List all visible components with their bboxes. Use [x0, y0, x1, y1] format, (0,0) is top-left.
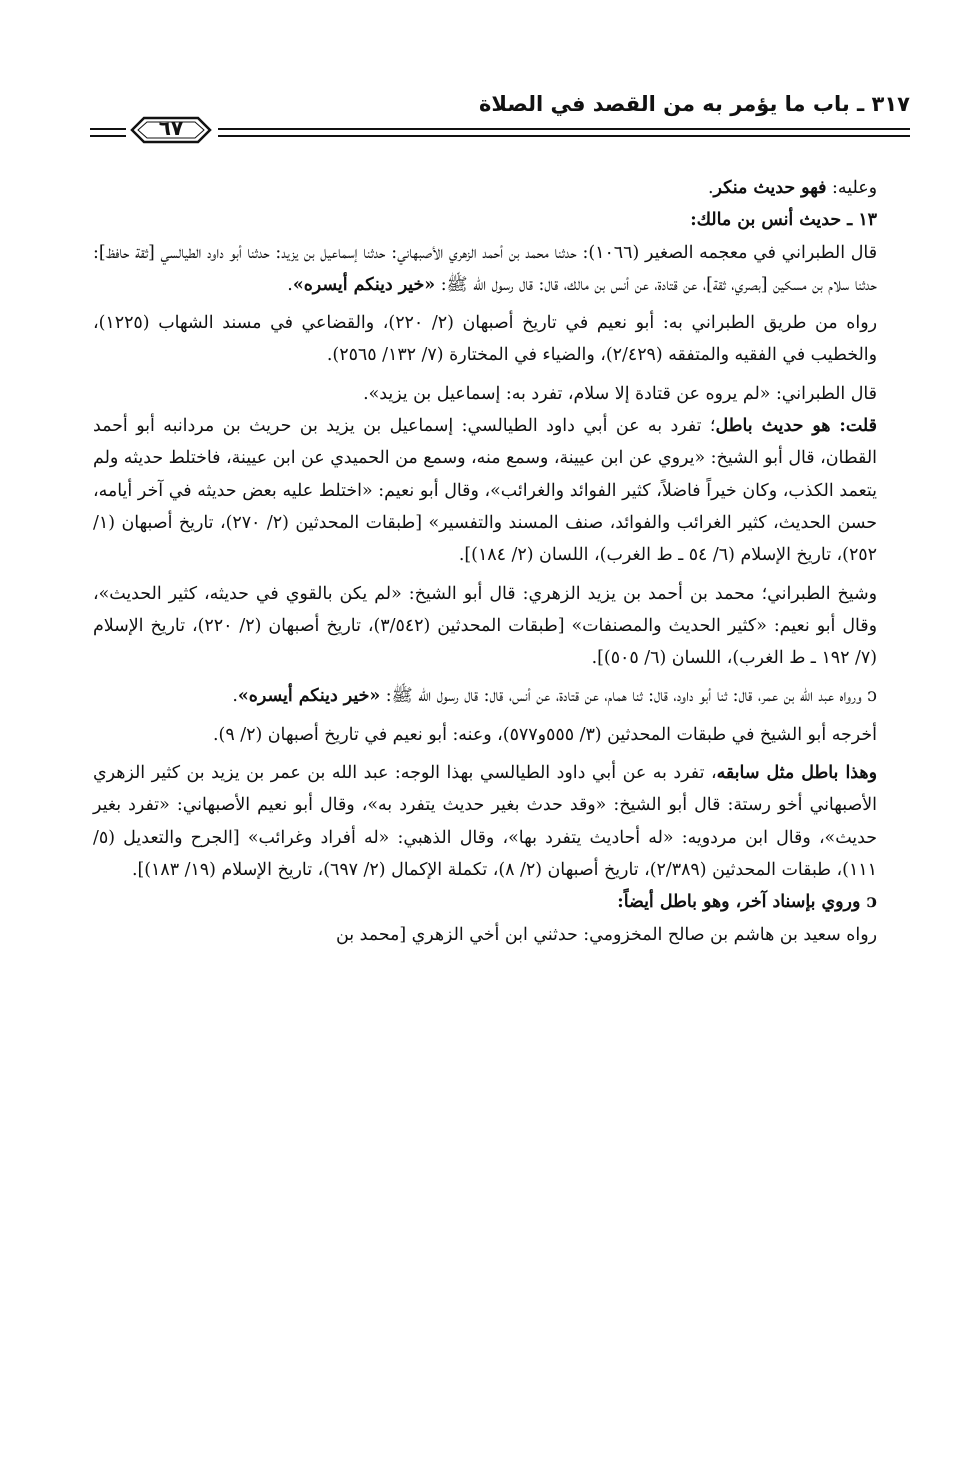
text: ᴐ ورواه عبد الله بن عمر، قال: ثنا أبو داود، قال: ثنا همام، عن قتادة، عن أنس، قال: قال رسول الله ﷺ: — [380, 686, 877, 707]
page-number-badge — [128, 110, 214, 150]
bold-text: قلت: هو حديث باطل — [715, 416, 877, 437]
bold-text: ١٣ ـ حديث أنس بن مالك: — [690, 210, 877, 231]
bold-text: «خير دينكم أيسره» — [237, 686, 381, 707]
text: ، تفرد به عن أبي داود الطيالسي بهذا الوجه: عبد الله بن عمر بن يزيد بن كثير الزهري الأصبهاني أخو رستة: قال أبو الشيخ: «وقد حدث بغير حديث يتفرد به»، وقال أبو نعيم الأصبهاني: «تفرد بغير حديث»، وقال ابن مردويه: «له أحاديث يتفرد بها»، وقال الذهبي: «له أفراد وغرائب» [الجرح والتعديل (٥/ ١١١)، طبقات المحدثين (٢/٣٨٩)، تاريخ أصبهان (٢/ ٨)، تكملة الإكمال (٢/ ٦٩٧)، تاريخ الإسلام (١٩/ ١٨٣)]. — [93, 763, 877, 880]
paragraph — [93, 237, 911, 302]
header-rule — [90, 135, 126, 137]
bold-text: وهذا باطل مثل سابقه — [716, 763, 877, 784]
text: وعليه: — [826, 178, 877, 198]
text: . — [287, 274, 293, 295]
section-heading — [93, 886, 911, 918]
bold-text: فهو حديث منكر — [713, 178, 827, 198]
paragraph — [93, 719, 911, 751]
header-rule — [90, 128, 126, 130]
header-rule — [218, 128, 910, 130]
header-rule — [218, 135, 910, 137]
chapter-title: ٣١٧ ـ باب ما يؤمر به من القصد في الصلاة — [479, 92, 910, 116]
paragraph — [93, 410, 911, 571]
page-number: ٦٧ — [158, 116, 184, 140]
text: . — [232, 686, 238, 707]
page-body — [93, 172, 911, 951]
text: قال الطبراني في معجمه الصغير (١٠٦٦): حدثنا محمد بن أحمد الزهري الأصبهاني: حدثنا إسماعيل بن يزيد: حدثنا أبو داود الطيالسي [ثقة حافظ]: حدثنا سلام بن مسكين [بصري، ثقة]، عن قتادة، عن أنس بن مالك، قال: قال رسول الله ﷺ: — [93, 242, 878, 295]
text: رواه سعيد بن هاشم بن صالح المخزومي: حدثني ابن أخي الزهري [محمد بن — [336, 924, 877, 945]
paragraph — [93, 307, 911, 372]
paragraph — [93, 378, 911, 410]
paragraph — [93, 680, 911, 712]
text: ؛ تفرد به عن أبي داود الطيالسي: إسماعيل بن يزيد بن حريث بن مردانبه أبو أحمد القطان، قال أبو الشيخ: «يروي عن ابن عيينة، وسمع منه، وسمع من الحميدي عن ابن عيينة، فاختلط حديثه ولم يتعمد الكذب، وكان خيراً فاضلاً، كثير الفوائد والغرائب»، وقال أبو نعيم: «اختلط عليه بعض حديثه في آخر أيامه، حسن الحديث، كثير الغرائب والفوائد، صنف المسند والتفسير» [طبقات المحدثين (٢/ ٢٧٠)، تاريخ أصبهان (١/ ٢٥٢)، تاريخ الإسلام (٦/ ٥٤ ـ ط الغرب)، اللسان (٢/ ١٨٤)]. — [93, 416, 877, 566]
paragraph — [93, 172, 911, 204]
page-header — [90, 92, 910, 152]
paragraph — [93, 919, 911, 951]
bold-text: ᴐ وروي بإسناد آخر، وهو باطل أيضاً: — [617, 892, 877, 913]
text: قال الطبراني: «لم يروه عن قتادة إلا سلام، تفرد به: إسماعيل بن يزيد». — [363, 383, 877, 404]
paragraph — [93, 578, 911, 675]
text: وشيخ الطبراني؛ محمد بن أحمد بن يزيد الزهري: قال أبو الشيخ: «لم يكن بالقوي في حديثه، كثير الحديث»، وقال أبو نعيم: «كثير الحديث والمصنفات» [طبقات المحدثين (٣/٥٤٢)، تاريخ أصبهان (٢/ ٢٢٠)، تاريخ الإسلام (٧/ ١٩٢ ـ ط الغرب)، اللسان (٦/ ٥٠٥)]. — [93, 583, 877, 669]
section-heading — [93, 204, 911, 236]
text: رواه من طريق الطبراني به: أبو نعيم في تاريخ أصبهان (٢/ ٢٢٠)، والقضاعي في مسند الشهاب (١٢٢٥)، والخطيب في الفقيه والمتفقه (٢/٤٢٩)، والضياء في المختارة (٧/ ١٣٢/ ٢٥٦٥). — [93, 313, 878, 366]
text: أخرجه أبو الشيخ في طبقات المحدثين (٣/ ٥٥٥و٥٧٧)، وعنه: أبو نعيم في تاريخ أصبهان (٢/ ٩). — [213, 724, 877, 745]
paragraph — [93, 757, 911, 886]
bold-text: «خير دينكم أيسره» — [292, 274, 436, 295]
text: . — [707, 178, 714, 198]
